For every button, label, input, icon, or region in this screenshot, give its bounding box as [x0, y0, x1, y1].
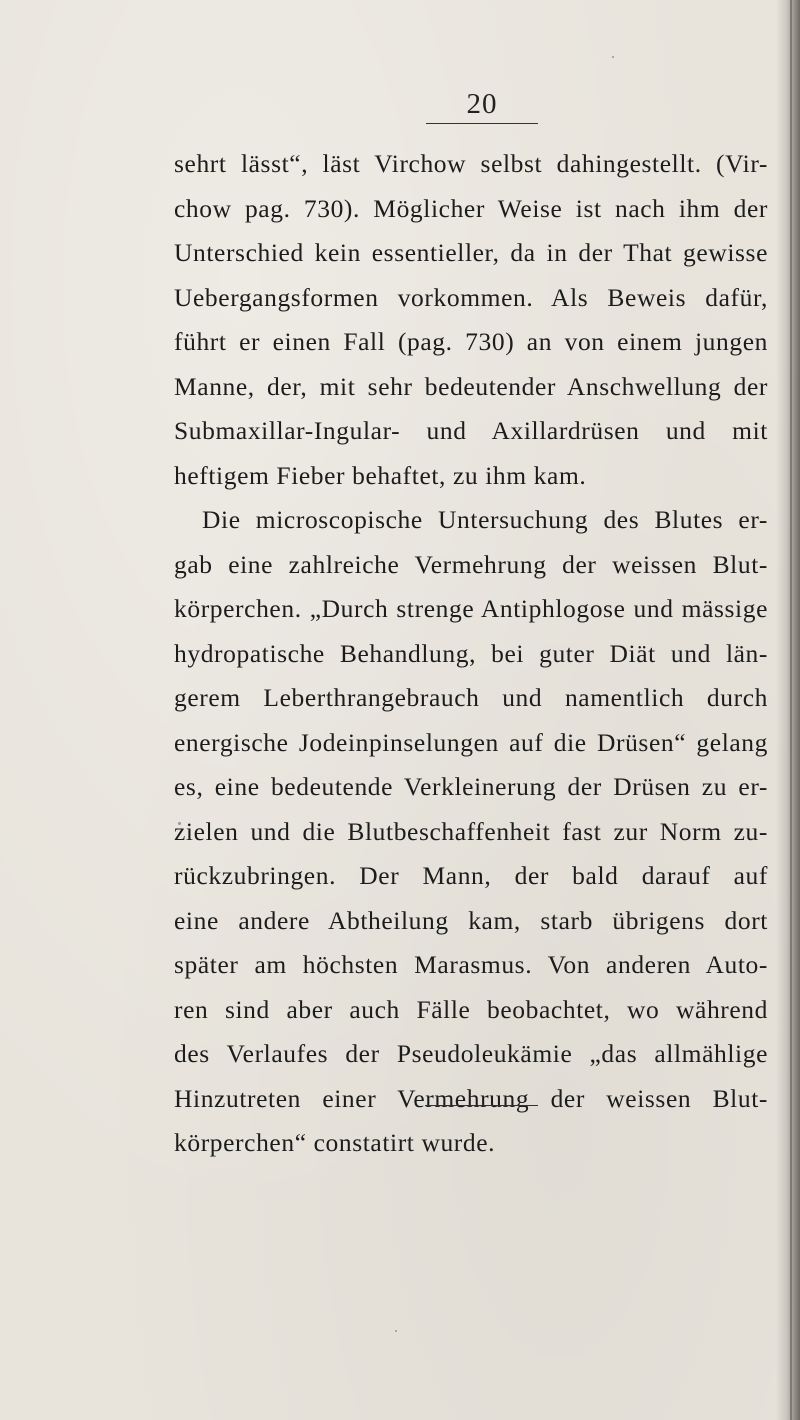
text-line-paragraph-end: heftigem Fieber behaftet, zu ihm kam.	[174, 460, 587, 490]
text-line: ren sind aber auch Fälle beobachtet, wo während	[174, 994, 768, 1024]
text-line-paragraph-end: körperchen“ constatirt wurde.	[174, 1128, 496, 1157]
section-end-rule	[425, 1105, 538, 1106]
text-line: zielen und die Blutbeschaffenheit fast zur Norm zu-	[174, 816, 768, 846]
paper-speck	[612, 56, 614, 58]
text-line: des Verlaufes der Pseudoleukämie „das allmählige	[174, 1039, 768, 1068]
paper-speck	[178, 822, 181, 825]
text-line: energische Jodeinpinselungen auf die Drüsen“ gelang	[174, 727, 768, 757]
text-line: eine andere Abtheilung kam, starb übrigens dort	[174, 905, 768, 935]
page-number-rule	[426, 123, 538, 124]
text-line: es, eine bedeutende Verkleinerung der Drüsen zu er-	[174, 772, 768, 801]
text-line: Hinzutreten einer Vermehrung der weissen Blut-	[174, 1083, 768, 1113]
text-line: chow pag. 730). Möglicher Weise ist nach ihm der	[174, 193, 768, 223]
text-line: später am höchsten Marasmus. Von anderen Auto-	[174, 950, 768, 979]
text-line: rückzubringen. Der Mann, der bald darauf auf	[174, 861, 768, 890]
text-line: Submaxillar-Ingular- und Axillardrüsen und mit	[174, 416, 768, 445]
page-number: 20	[466, 88, 498, 120]
text-line-paragraph-start: Die microscopische Untersuchung des Blutes er-	[202, 505, 768, 534]
text-line: führt er einen Fall (pag. 730) an von einem jungen	[174, 327, 768, 356]
body-text	[174, 142, 768, 1166]
paper-speck	[395, 1330, 397, 1332]
text-line: sehrt lässt“, läst Virchow selbst dahingestellt. (Vir-	[174, 149, 768, 178]
text-line: körperchen. „Durch strenge Antiphlogose und mässige	[174, 594, 768, 623]
text-line: gerem Leberthrangebrauch und namentlich durch	[174, 683, 768, 712]
text-line: Manne, der, mit sehr bedeutender Anschwellung der	[174, 371, 768, 401]
text-line: gab eine zahlreiche Vermehrung der weissen Blut-	[174, 549, 768, 579]
page-edge-line	[790, 0, 792, 1420]
text-line: Uebergangsformen vorkommen. Als Beweis dafür,	[174, 282, 768, 312]
text-line: hydropatische Behandlung, bei guter Diät und län-	[174, 638, 768, 668]
page-edge-shadow	[776, 0, 800, 1420]
text-line: Unterschied kein essentieller, da in der That gewisse	[174, 238, 768, 267]
